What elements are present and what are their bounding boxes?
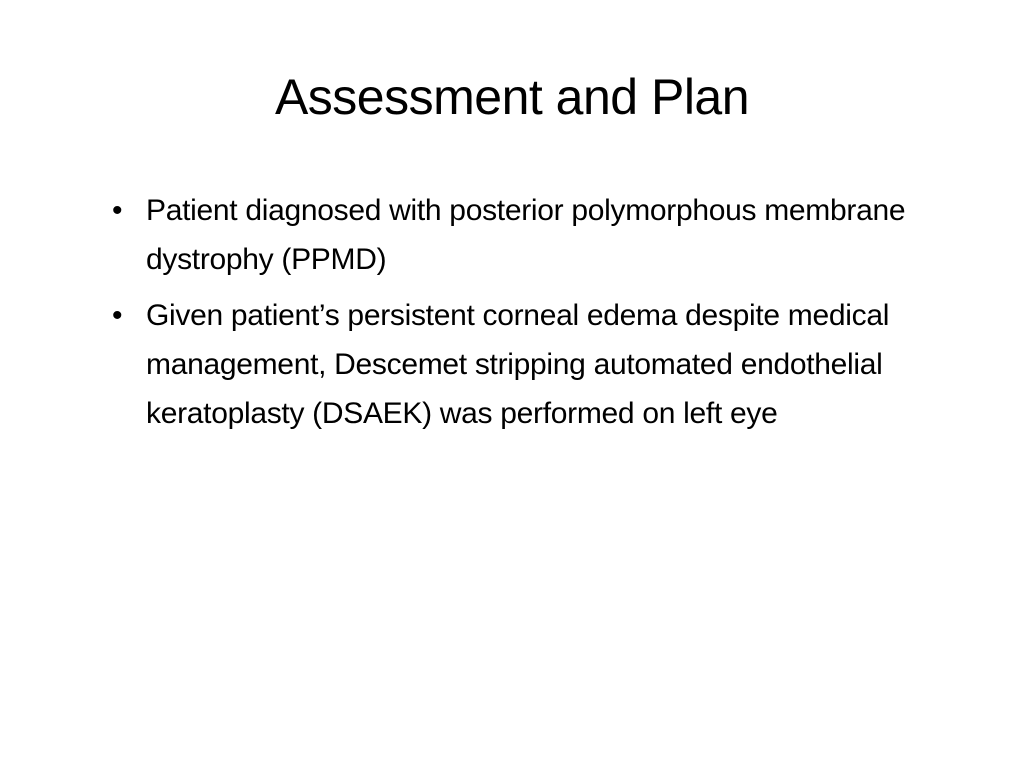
bullet-text: Patient diagnosed with posterior polymorphous membrane dystrophy (PPMD) [146,194,906,276]
bullet-icon: • [112,194,123,227]
bullet-item-diagnosis [112,186,952,284]
bullet-text: Given patient’s persistent corneal edema despite medical management, Descemet stripping automated endothelial keratoplasty (DSAEK) was performed on left eye [146,299,890,430]
slide-title: Assessment and Plan [274,69,750,125]
bullet-item-treatment [112,291,952,438]
bullet-list [112,186,952,445]
bullet-icon: • [112,299,123,332]
